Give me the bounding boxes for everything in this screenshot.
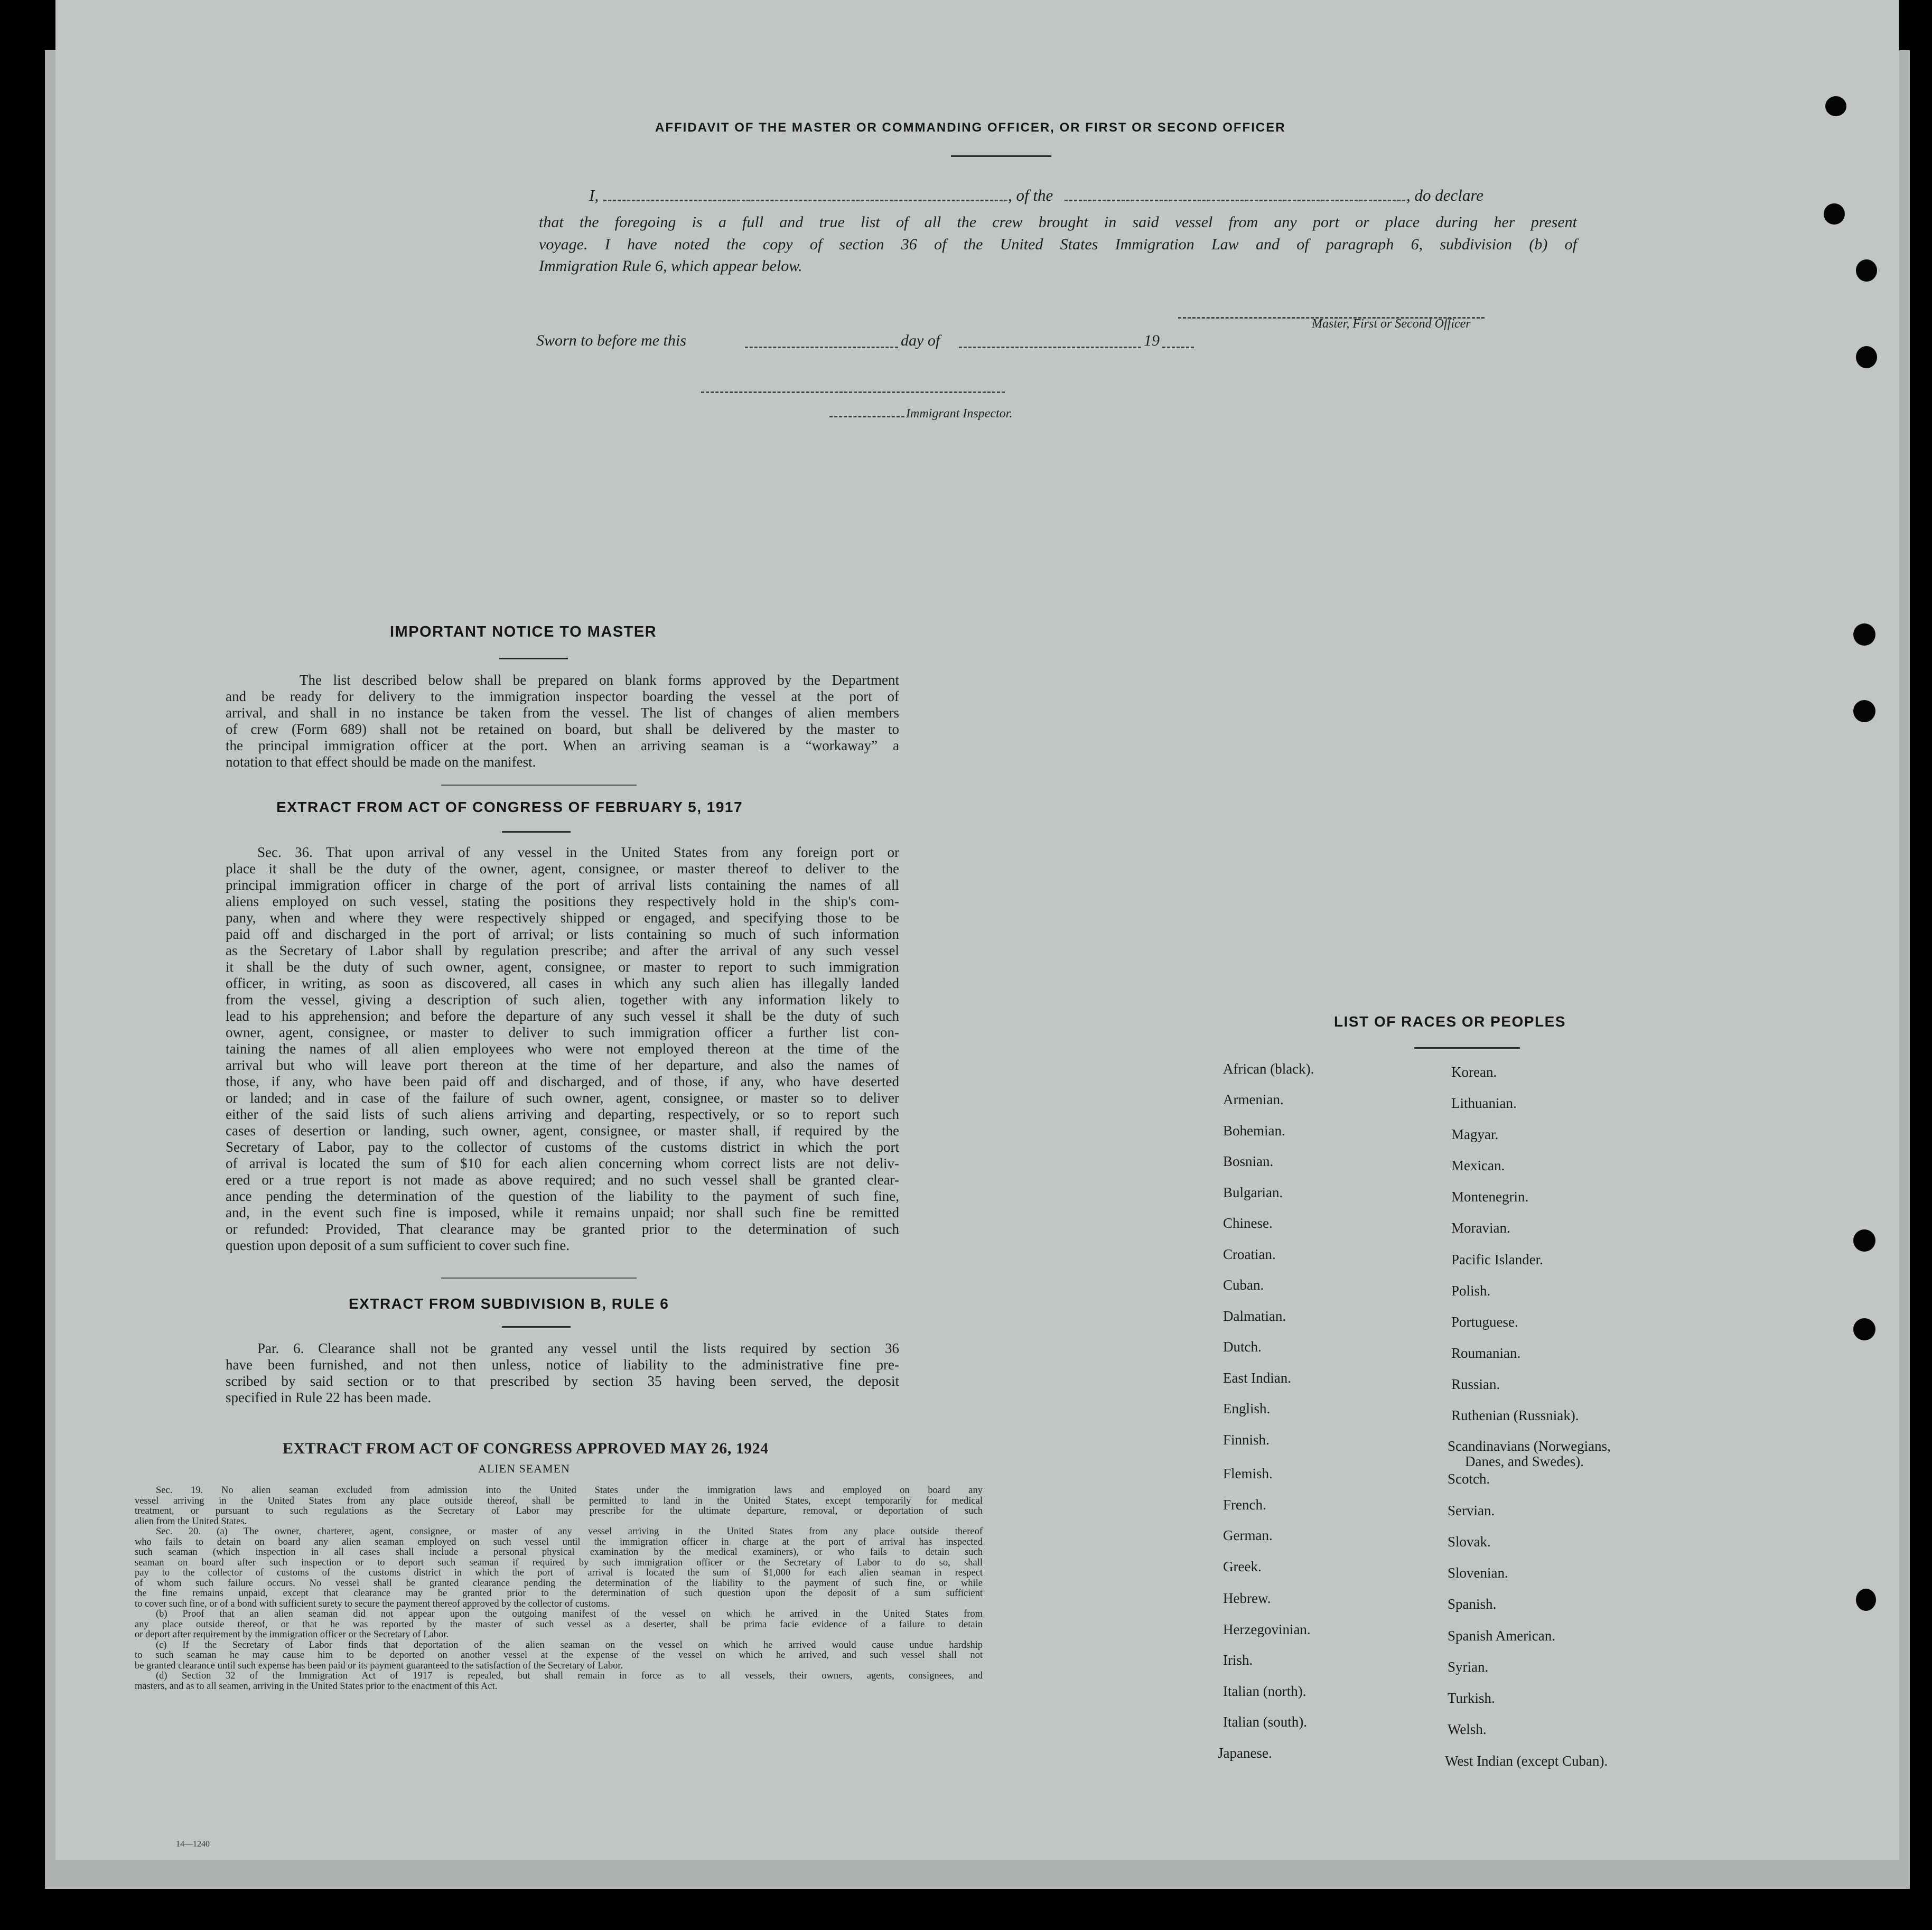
race-item: Chinese. bbox=[1223, 1215, 1273, 1231]
act-1917-line: pany, when and where they were respectively shipped or engaged, and specifying those to be bbox=[226, 910, 899, 926]
vessel-blank bbox=[1065, 200, 1405, 201]
rule-6-line: specified in Rule 22 has been made. bbox=[226, 1390, 432, 1405]
year-text: 19 bbox=[1144, 332, 1160, 349]
notice-line-1: The list described below shall be prepared on blank forms approved by the Department bbox=[300, 672, 899, 688]
act-1917-line: place it shall be the duty of the owner, agent, consignee, or master thereof to deliver to the bbox=[226, 861, 899, 877]
race-item: Roumanian. bbox=[1451, 1345, 1521, 1361]
notice-line-4: of crew (Form 689) shall not be retained on board, but shall be delivered by the master to bbox=[226, 721, 899, 737]
race-item: Servian. bbox=[1448, 1503, 1495, 1518]
affidavit-of-the: , of the bbox=[1008, 186, 1053, 204]
race-item: Danes, and Swedes). bbox=[1465, 1453, 1584, 1469]
act-1917-title-rule bbox=[502, 831, 571, 833]
act-1917-line: officer, in writing, as soon as discovered, all cases in which any such alien has illegally landed bbox=[226, 975, 899, 991]
notice-line-2: and be ready for delivery to the immigration inspector boarding the vessel at the port of bbox=[226, 688, 899, 704]
punch-hole bbox=[1853, 700, 1875, 722]
act-1924-line: be granted clearance until such expense has been paid or its payment guaranteed to the satisfaction of the Secretary of Labor. bbox=[135, 1660, 623, 1671]
notice-line-5: the principal immigration officer at the port. When an arriving seaman is a “workaway” a bbox=[226, 738, 899, 753]
act-1924-line: alien from the United States. bbox=[135, 1516, 247, 1527]
act-1917-line: taining the names of all alien employees who were not employed thereon at the time of the bbox=[226, 1041, 899, 1057]
act-1924-line: treatment, or pursuant to such regulations as the Secretary of Labor may prescribe for the ultimate departure, removal, or deportation of such bbox=[135, 1506, 983, 1516]
race-item: Croatian. bbox=[1223, 1246, 1276, 1262]
race-item: Irish. bbox=[1223, 1652, 1253, 1668]
race-item: Spanish American. bbox=[1448, 1628, 1555, 1644]
affidavit-title-rule bbox=[951, 155, 1051, 157]
race-item: English. bbox=[1223, 1401, 1271, 1416]
race-item: Korean. bbox=[1451, 1064, 1497, 1080]
inspector-caption-leader bbox=[829, 416, 904, 417]
race-item: Portuguese. bbox=[1451, 1314, 1518, 1330]
act-1917-line: principal immigration officer in charge of the port of arrival lists containing the names of all bbox=[226, 877, 899, 893]
race-item: Greek. bbox=[1223, 1559, 1262, 1574]
act-1924-line: masters, and as to all seamen, arriving in the United States prior to the enactment of this Act. bbox=[135, 1681, 498, 1692]
act-1924-line: Sec. 19. No alien seaman excluded from admission into the United States under the immigration laws and employed on board any bbox=[156, 1485, 983, 1496]
act-1917-line: those, if any, who have been paid off and discharged, and of those, if any, who have deserted bbox=[226, 1074, 899, 1089]
form-number: 14—1240 bbox=[176, 1840, 210, 1849]
punch-hole bbox=[1856, 1589, 1876, 1611]
act-1924-line: (c) If the Secretary of Labor finds that deportation of the alien seaman on the vessel on which he arrived would cause undue hardship bbox=[156, 1639, 983, 1651]
act-1917-line: either of the said lists of such aliens arriving and departing, respectively, or so to report such bbox=[226, 1106, 899, 1122]
race-item: French. bbox=[1223, 1497, 1266, 1513]
inspector-caption: Immigrant Inspector. bbox=[906, 407, 1013, 421]
race-item: Montenegrin. bbox=[1451, 1189, 1529, 1205]
act-1917-line: from the vessel, giving a description of such alien, together with any information likely to bbox=[226, 992, 899, 1008]
act-1917-line: of arrival is located the sum of $10 for each alien concerning whom correct lists are not deliv- bbox=[226, 1155, 899, 1171]
inspector-caption-row bbox=[829, 407, 1012, 421]
act-1924-line: seaman on board after such inspection or to deport such seaman if required by such immigration officer or the Secretary of Labor to do so, shall bbox=[135, 1557, 983, 1568]
race-item: Bosnian. bbox=[1223, 1153, 1274, 1169]
act-1917-line: ered or a true report is not made as above required; and no such vessel shall be granted clear- bbox=[226, 1172, 899, 1188]
act-1917-text bbox=[226, 844, 899, 1254]
race-item: Italian (south). bbox=[1223, 1714, 1307, 1730]
act-1917-line: as the Secretary of Labor shall by regulation prescribe; and after the arrival of any such vessel bbox=[226, 943, 899, 958]
act-1917-line: cases of desertion or landing, such owner, agent, consignee, or master shall, if required by the bbox=[226, 1123, 899, 1139]
race-item: Pacific Islander. bbox=[1451, 1252, 1543, 1267]
act-1917-line: lead to his apprehension; and before the departure of any such vessel it shall be the duty of such bbox=[226, 1008, 899, 1024]
race-item: Turkish. bbox=[1448, 1690, 1495, 1706]
act-1917-line: owner, agent, consignee, or master to deliver to such immigration officer a further list con- bbox=[226, 1024, 899, 1040]
race-item: Spanish. bbox=[1448, 1596, 1497, 1612]
sworn-line bbox=[536, 332, 1276, 353]
race-item: Moravian. bbox=[1451, 1220, 1510, 1236]
act-1924-line: (d) Section 32 of the Immigration Act of 1917 is repealed, but shall remain in force as to all vessels, their owners, agents, consignees, and bbox=[156, 1671, 983, 1681]
race-item: Dalmatian. bbox=[1223, 1308, 1286, 1324]
act-1924-line: such seaman (which inspection in all cases shall include a personal physical examination by the medical examiners), or who fails to detain such bbox=[135, 1547, 983, 1558]
act-1924-line: to such seaman he may cause him to be deported on another vessel at the expense of the vessel on which he arrived, and such vessel shall not bbox=[135, 1650, 983, 1661]
race-item: Cuban. bbox=[1223, 1277, 1264, 1293]
act-1917-line: or refunded: Provided, That clearance may be granted prior to the determination of such bbox=[226, 1221, 899, 1237]
sworn-text: Sworn to before me this bbox=[536, 332, 686, 349]
act-1917-line: ance pending the determination of the question of the liability to the payment of such fine, bbox=[226, 1188, 899, 1204]
race-item: Herzegovinian. bbox=[1223, 1621, 1311, 1637]
act-1917-line: paid off and discharged in the port of arrival; or lists containing so much of such information bbox=[226, 926, 899, 942]
race-item: Slovenian. bbox=[1448, 1565, 1508, 1581]
punch-hole bbox=[1856, 259, 1877, 282]
act-1917-line: aliens employed on such vessel, stating the positions they respectively hold in the ship's com- bbox=[226, 893, 899, 909]
notice-title: IMPORTANT NOTICE TO MASTER bbox=[390, 623, 657, 640]
affidavit-declare: , do declare bbox=[1406, 186, 1484, 204]
punch-hole bbox=[1856, 346, 1877, 368]
act-1917-line: and, in the event such fine is imposed, while it remains unpaid; nor shall such fine be remitted bbox=[226, 1205, 899, 1220]
act-1924-line: vessel arriving in the United States from any place outside thereof, shall be permitted to land in the United States, except temporarily for medical bbox=[135, 1495, 983, 1506]
notice-title-rule bbox=[499, 658, 568, 659]
punch-hole bbox=[1853, 1318, 1875, 1340]
races-title-rule bbox=[1414, 1047, 1520, 1049]
master-caption: Master, First or Second Officer bbox=[1312, 317, 1471, 331]
act-1917-title: EXTRACT FROM ACT OF CONGRESS OF FEBRUARY 5, 1917 bbox=[276, 799, 743, 815]
act-1924-line: of whom such failure occurs. No vessel shall be granted clearance pending the determination of the liability to the payment of such fine, or while bbox=[135, 1578, 983, 1589]
rule-6-line: scribed by said section or to that prescribed by section 35 having been served, the deposit bbox=[226, 1373, 899, 1389]
notice-line-3: arrival, and shall in no instance be taken from the vessel. The list of changes of alien members bbox=[226, 705, 899, 721]
act-1924-line: (b) Proof that an alien seaman did not appear upon the outgoing manifest of the vessel on which he arrived in the United States from bbox=[156, 1609, 983, 1619]
rule-6-title: EXTRACT FROM SUBDIVISION B, RULE 6 bbox=[349, 1295, 669, 1312]
sworn-day-blank bbox=[745, 347, 898, 348]
act-1917-line: question upon deposit of a sum sufficient to cover such fine. bbox=[226, 1237, 570, 1253]
act-1917-line: arrival but who will leave port thereon at the time of her departure, and also the names of bbox=[226, 1057, 899, 1073]
affidavit-title: AFFIDAVIT OF THE MASTER OR COMMANDING OFFICER, OR FIRST OR SECOND OFFICER bbox=[655, 120, 1286, 135]
act-1924-line: the fine remains unpaid, except that clearance may be granted prior to the determination of such question upon the deposit of a sum sufficient bbox=[135, 1588, 983, 1599]
act-1924-line: pay to the collector of customs of the customs district in which the port of arrival is located the sum of $1,000 for each alien seaman in respect bbox=[135, 1568, 983, 1578]
race-item: Bohemian. bbox=[1223, 1123, 1285, 1139]
act-1924-text bbox=[135, 1486, 983, 1692]
race-item: West Indian (except Cuban). bbox=[1445, 1753, 1608, 1769]
punch-hole bbox=[1853, 1229, 1875, 1252]
race-item: Mexican. bbox=[1451, 1158, 1505, 1173]
rule-6-line: have been furnished, and not then unless, notice of liability to the administrative fine pre- bbox=[226, 1357, 899, 1373]
race-item: Scandinavians (Norwegians, bbox=[1448, 1438, 1611, 1454]
race-item: Slovak. bbox=[1448, 1534, 1491, 1550]
race-item: Hebrew. bbox=[1223, 1590, 1271, 1606]
rule-6-text bbox=[226, 1340, 899, 1406]
act-1917-line: it shall be the duty of such owner, agent, consignee, or master to report to such immigration bbox=[226, 959, 899, 975]
act-1924-line: to cover such fine, or of a bond with sufficient surety to secure the payment thereof approved by the collector of customs. bbox=[135, 1598, 610, 1609]
inspector-signature-line bbox=[701, 391, 1005, 393]
race-item: Welsh. bbox=[1448, 1721, 1487, 1737]
affidavit-line-3: voyage. I have noted the copy of section 36 of the United States Immigration Law and of paragraph 6, subdivision (b) of bbox=[539, 236, 1577, 253]
notice-end-rule bbox=[441, 785, 637, 786]
sworn-year-blank bbox=[1162, 347, 1194, 348]
race-item: Japanese. bbox=[1218, 1745, 1272, 1761]
document-page bbox=[55, 0, 1899, 1860]
name-blank bbox=[603, 200, 1007, 201]
act-1917-line: Secretary of Labor, pay to the collector of customs of the customs district in which the port bbox=[226, 1139, 899, 1155]
rule-6-line: Par. 6. Clearance shall not be granted any vessel until the lists required by section 36 bbox=[257, 1340, 899, 1356]
race-item: Finnish. bbox=[1223, 1432, 1270, 1448]
act-1924-subtitle: ALIEN SEAMEN bbox=[478, 1462, 570, 1475]
race-item: German. bbox=[1223, 1527, 1273, 1543]
race-item: Polish. bbox=[1451, 1283, 1491, 1299]
race-item: Syrian. bbox=[1448, 1659, 1489, 1675]
day-of-text: day of bbox=[901, 332, 940, 349]
sworn-month-blank bbox=[959, 347, 1141, 348]
race-item: African (black). bbox=[1223, 1061, 1314, 1077]
affidavit-line-4: Immigration Rule 6, which appear below. bbox=[539, 257, 802, 275]
act-1924-line: any place outside thereof, or that he was reported by the master of such vessel as a deserter, shall be prima facie evidence of a failure to detain bbox=[135, 1619, 983, 1630]
race-item: Russian. bbox=[1451, 1376, 1500, 1392]
notice-line-6: notation to that effect should be made on the manifest. bbox=[226, 754, 536, 770]
race-item: Italian (north). bbox=[1223, 1683, 1306, 1699]
act-1924-title: EXTRACT FROM ACT OF CONGRESS APPROVED MAY 26, 1924 bbox=[283, 1440, 769, 1457]
race-item: Flemish. bbox=[1223, 1466, 1273, 1481]
act-1924-line: or deport after requirement by the immigration officer or the Secretary of Labor. bbox=[135, 1629, 449, 1640]
affidavit-i: I, bbox=[589, 186, 599, 204]
race-item: Magyar. bbox=[1451, 1126, 1499, 1142]
race-item: Ruthenian (Russniak). bbox=[1451, 1407, 1579, 1423]
race-item: Lithuanian. bbox=[1451, 1095, 1517, 1111]
race-item: Bulgarian. bbox=[1223, 1185, 1283, 1200]
punch-hole bbox=[1853, 623, 1875, 646]
act-1917-line: or landed; and in case of the failure of such owner, agent, consignee, or master so to deliver bbox=[226, 1090, 899, 1106]
act-1917-line: Sec. 36. That upon arrival of any vessel in the United States from any foreign port or bbox=[257, 844, 899, 860]
affidavit-line-1 bbox=[534, 186, 1580, 207]
act-1917-end-rule bbox=[441, 1278, 637, 1279]
race-item: East Indian. bbox=[1223, 1370, 1291, 1386]
race-item: Dutch. bbox=[1223, 1339, 1262, 1355]
act-1924-line: who fails to detain on board any alien seaman employed on such vessel until the immigration officer in charge at the port of arrival has inspected bbox=[135, 1536, 983, 1547]
races-title: LIST OF RACES OR PEOPLES bbox=[1334, 1013, 1566, 1030]
punch-hole bbox=[1825, 96, 1846, 116]
race-item: Armenian. bbox=[1223, 1092, 1284, 1107]
rule-6-title-rule bbox=[502, 1326, 571, 1328]
race-item: Scotch. bbox=[1448, 1471, 1490, 1487]
punch-hole bbox=[1824, 203, 1845, 225]
act-1924-line: Sec. 20. (a) The owner, charterer, agent, consignee, or master of any vessel arriving in the United States from any place outside thereof bbox=[156, 1526, 983, 1537]
affidavit-line-2: that the foregoing is a full and true list of all the crew brought in said vessel from any port or place during her present bbox=[539, 213, 1577, 231]
